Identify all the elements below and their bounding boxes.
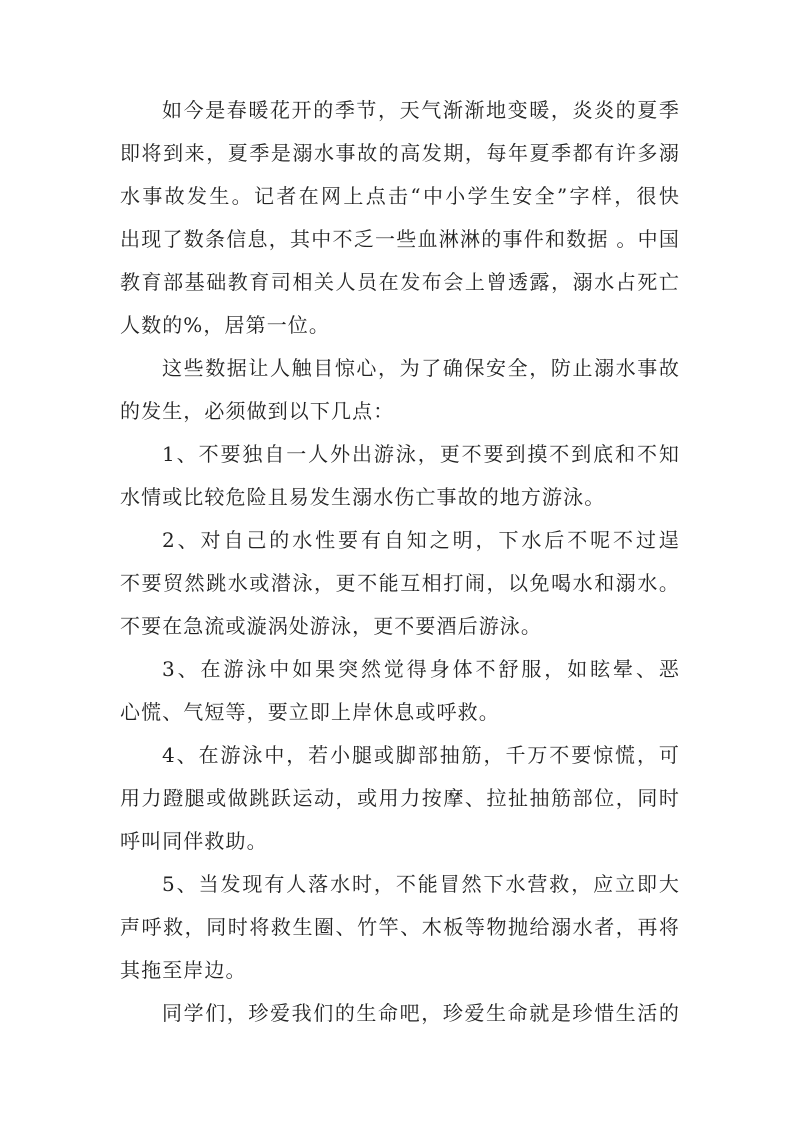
paragraph-line: 这些数据让人触目惊心，为了确保安全，防止溺水事故: [162, 356, 680, 380]
list-item-line: 其拖至岸边。: [120, 958, 247, 982]
paragraph-line: 同学们，珍爱我们的生命吧，珍爱生命就是珍惜生活的: [162, 1001, 680, 1025]
paragraph-line: 即将到来，夏季是溺水事故的高发期，每年夏季都有许多溺: [120, 141, 680, 165]
list-item-line: 不要贸然跳水或潜泳，更不能互相打闹，以免喝水和溺水。: [120, 571, 680, 595]
list-item-line: 水情或比较危险且易发生溺水伤亡事故的地方游泳。: [120, 485, 606, 509]
paragraph-line: 出现了数条信息，其中不乏一些血淋淋的事件和数据 。中国: [120, 227, 680, 251]
list-item-line: 心慌、气短等，要立即上岸休息或呼救。: [120, 700, 500, 724]
paragraph-line: 教育部基础教育司相关人员在发布会上曾透露，溺水占死亡: [120, 270, 680, 294]
list-item-line: 2、对自己的水性要有自知之明，下水后不呢不过逞: [162, 528, 680, 552]
list-item-line: 1、不要独自一人外出游泳，更不要到摸不到底和不知: [162, 442, 680, 466]
document-page: [120, 93, 680, 1039]
list-item-line: 声呼救，同时将救生圈、竹竿、木板等物抛给溺水者，再将: [120, 915, 680, 939]
list-item-line: 4、在游泳中，若小腿或脚部抽筋，千万不要惊慌，可: [162, 743, 680, 767]
paragraph-line: 人数的%，居第一位。: [120, 313, 331, 337]
list-item-line: 用力蹬腿或做跳跃运动，或用力按摩、拉扯抽筋部位，同时: [120, 786, 680, 810]
list-item-line: 不要在急流或漩涡处游泳，更不要酒后游泳。: [120, 614, 542, 638]
paragraph-line: 如今是春暖花开的季节，天气渐渐地变暖，炎炎的夏季: [162, 98, 680, 122]
paragraph-line: 的发生，必须做到以下几点：: [120, 399, 395, 423]
list-item-line: 5、当发现有人落水时，不能冒然下水营救，应立即大: [162, 872, 680, 896]
list-item-line: 呼叫同伴救助。: [120, 829, 268, 853]
list-item-line: 3、在游泳中如果突然觉得身体不舒服，如眩晕、恶: [162, 657, 680, 681]
paragraph-line: 水事故发生。记者在网上点击“中小学生安全”字样，很快: [120, 184, 680, 208]
